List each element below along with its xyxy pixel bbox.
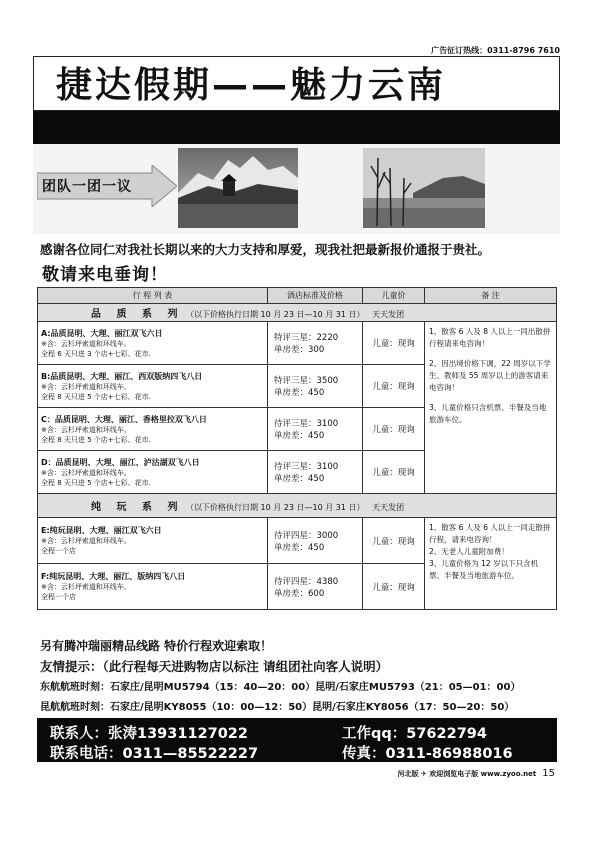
section-departure: 天天发团 bbox=[372, 503, 405, 512]
child-price: 儿童：现询 bbox=[363, 322, 425, 365]
footer-text: 河北版 ✈ 欢迎浏览电子版 www.zyoo.net bbox=[397, 770, 537, 778]
remark-item: 1、散客 6 人及 6 人以上一同走散拼行程，请来电咨询！ bbox=[429, 523, 551, 544]
section-name: 纯 玩 系 列 bbox=[91, 502, 184, 513]
extra-routes-note: 另有腾冲瑞丽精品线路 特价行程欢迎索取！ bbox=[40, 639, 273, 653]
child-price: 儿童：现询 bbox=[363, 518, 425, 564]
remark-item: 2、无老人儿童附加费！ bbox=[429, 547, 509, 556]
remarks-cell bbox=[425, 518, 557, 610]
remark-item: 2、因出境价格下调，22 周岁以下学生、教师及 55 周岁以上的游客请来电咨询！ bbox=[429, 359, 551, 392]
table-header-row bbox=[38, 288, 557, 304]
flight-schedule-mu: 东航航班时刻：石家庄/昆明MU5794（15：40—20：00）昆明/石家庄MU5793（21：05—01：00） bbox=[40, 682, 521, 693]
route-shops: 全程 8 天只进 5 个店+七彩、花市. bbox=[41, 435, 151, 444]
table-row bbox=[38, 322, 557, 365]
friendly-tip: 友情提示：（此行程每天进购物店以标注 请组团社向客人说明） bbox=[40, 659, 389, 674]
contact-band bbox=[37, 718, 557, 762]
route-includes: ※含：云杉坪索道和环线车。 bbox=[41, 425, 131, 434]
contact-person: 联系人：张涛13931127022 bbox=[50, 726, 248, 742]
route-title: E:纯玩昆明、大理、丽江双飞六日 bbox=[41, 526, 162, 535]
single-supplement: 单房差：300 bbox=[274, 345, 325, 355]
remark-item: 1、散客 6 人及 8 人以上一同出散拼行程请来电咨询！ bbox=[429, 327, 551, 348]
route-includes: ※含：云杉坪索道和环线车。 bbox=[41, 339, 131, 348]
hotel-price: 特评三星：3500 bbox=[274, 376, 339, 386]
header-child-price: 儿童价 bbox=[363, 288, 425, 304]
single-supplement: 单房差：450 bbox=[274, 431, 325, 441]
page-title: 捷达假期——魅力云南 bbox=[56, 65, 447, 106]
table-row bbox=[38, 518, 557, 564]
route-shops: 全程 8 天只进 5 个店+七彩、花市. bbox=[41, 392, 151, 401]
route-includes: ※含：云杉坪索道和环线车。 bbox=[41, 583, 131, 591]
remark-item: 3、儿童价格为 12 岁以下只含机票、半餐及当地旅游车位。 bbox=[429, 559, 539, 580]
route-title: B:品质昆明、大理、丽江、西双版纳四飞八日 bbox=[41, 371, 203, 381]
section-header bbox=[38, 304, 557, 322]
header-remarks: 备 注 bbox=[425, 288, 557, 304]
contact-phone: 联系电话：0311—85522227 bbox=[50, 746, 259, 762]
route-includes: ※含：云杉坪索道和环线车。 bbox=[41, 468, 131, 477]
hotel-price: 待评三星：3100 bbox=[274, 462, 339, 472]
section-name: 品 质 系 列 bbox=[91, 309, 184, 320]
ad-hotline: 广告征订热线：0311-8796 7610 bbox=[431, 46, 560, 55]
trees-lake-photo bbox=[363, 148, 485, 228]
hotel-price: 待评四星：4380 bbox=[274, 576, 339, 587]
route-title: C：品质昆明、大理、丽江、香格里拉双飞八日 bbox=[41, 414, 207, 424]
header-band bbox=[33, 111, 560, 144]
contact-qq: 工作qq：57622794 bbox=[342, 726, 487, 742]
single-supplement: 单房差：600 bbox=[274, 588, 325, 599]
child-price: 儿童：现询 bbox=[363, 408, 425, 451]
page-footer bbox=[340, 768, 555, 779]
route-shops: 全程 8 天只进 5 个店+七彩、花市. bbox=[41, 478, 151, 487]
hotel-price: 待评三星：3100 bbox=[274, 419, 339, 429]
lake-mountain-photo bbox=[178, 148, 298, 228]
route-title: D：品质昆明、大理、丽江、泸沽湖双飞八日 bbox=[41, 457, 200, 467]
section-departure: 天天发团 bbox=[372, 310, 405, 319]
single-supplement: 单房差：450 bbox=[274, 388, 325, 398]
route-includes: ※含：云杉坪索道和环线车。 bbox=[41, 537, 131, 545]
contact-fax: 传真：0311-86988016 bbox=[342, 746, 513, 762]
remark-item: 3、儿童价格只含机票、半餐及当地旅游车位。 bbox=[429, 403, 547, 424]
inquire-heading: 敬请来电垂询！ bbox=[42, 265, 168, 285]
child-price: 儿童：现询 bbox=[363, 451, 425, 494]
single-supplement: 单房差：450 bbox=[274, 474, 325, 484]
child-price: 儿童：现询 bbox=[363, 564, 425, 610]
header-route: 行 程 列 表 bbox=[38, 288, 268, 304]
header-hotel-price: 酒店标准及价格 bbox=[268, 288, 363, 304]
intro-text: 感谢各位同仁对我社长期以来的大力支持和厚爱，现我社把最新报价通报于贵社。 bbox=[40, 242, 491, 257]
section-header bbox=[38, 494, 557, 518]
route-title: F:纯玩昆明、大理、丽江、版纳四飞八日 bbox=[41, 572, 186, 581]
hotel-price: 特评三星：2220 bbox=[274, 333, 339, 343]
remarks-cell bbox=[425, 322, 557, 494]
section-validity: （以下价格执行日期 10 月 23 日—10 月 31 日） bbox=[186, 503, 365, 512]
route-includes: ※含：云杉坪索道和环线车。 bbox=[41, 382, 131, 391]
route-shops: 全程 6 天只进 3 个店+七彩、花市. bbox=[41, 349, 151, 358]
banner-label: 团队一团一议 bbox=[42, 179, 132, 195]
single-supplement: 单房差：450 bbox=[274, 542, 325, 553]
itinerary-table bbox=[37, 287, 556, 633]
child-price: 儿童：现询 bbox=[363, 365, 425, 408]
flight-schedule-ky: 昆航航班时刻：石家庄/昆明KY8055（10：00—12：50）昆明/石家庄KY8056（17：50—20：50） bbox=[40, 702, 515, 713]
section-validity: （以下价格执行日期 10 月 23 日—10 月 31 日） bbox=[186, 310, 365, 319]
hotel-price: 待评四星：3000 bbox=[274, 530, 339, 541]
route-shops: 全程一个店 bbox=[41, 547, 76, 555]
route-title: A:品质昆明、大理、丽江双飞六日 bbox=[41, 328, 163, 338]
route-shops: 全程一个店 bbox=[41, 593, 76, 601]
page-number: 15 bbox=[542, 768, 555, 779]
